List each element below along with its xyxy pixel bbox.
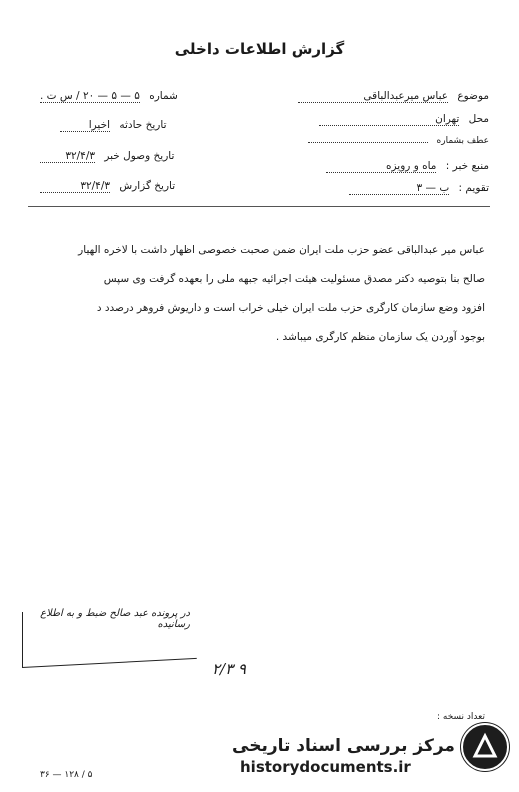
bracket-line-horizontal <box>22 658 197 668</box>
source-label: منبع خبر : <box>445 160 489 172</box>
subject-label: موضوع <box>457 90 489 102</box>
rating-field <box>349 182 489 195</box>
header-divider <box>28 206 490 207</box>
watermark-url: historydocuments.ir <box>240 758 411 776</box>
received-date-label: تاریخ وصول خبر <box>104 150 175 162</box>
source-field <box>326 160 489 173</box>
reference-label: عطف بشماره <box>436 136 489 146</box>
subject-value: عباس میرعبدالباقی <box>298 90 448 103</box>
handwritten-mark: ۲/۳ ۹ <box>212 660 246 678</box>
source-value: ماه و رویزه <box>326 160 436 173</box>
report-title: گزارش اطلاعات داخلی <box>174 40 345 58</box>
reference-value <box>308 142 428 143</box>
report-date-label: تاریخ گزارش <box>119 180 176 192</box>
report-date-value: ۳۲/۴/۳ <box>40 180 110 193</box>
watermark-org: مرکز بررسی اسناد تاریخی <box>232 736 455 756</box>
body-line: صالح بنا بتوصیه دکتر مصدق مسئولیت هیئت اجرائیه جبهه ملی را بعهده گرفت وی سپس <box>103 273 485 285</box>
reference-field <box>308 136 489 146</box>
subject-field <box>298 90 489 103</box>
report-date-field <box>40 180 175 193</box>
bracket-line-vertical <box>22 612 23 667</box>
body-line: بوجود آوردن یک سازمان منظم کارگری میباشد . <box>275 331 485 343</box>
received-date-value: ۳۲/۴/۳ <box>40 150 95 163</box>
copies-label: تعداد نسخه : <box>436 712 485 722</box>
body-line: عباس میر عبدالباقی عضو حزب ملت ایران ضمن صحبت خصوصی اظهار داشت با لاخره الهیار <box>78 244 485 256</box>
place-value: تهران <box>319 113 459 126</box>
body-line: افزود وضع سازمان کارگری حزب ملت ایران خیلی خراب است و داریوش فروهر درصدد د <box>96 302 485 314</box>
received-date-field <box>40 150 174 163</box>
document-code: ۳۶ — ۱۲۸ / ۵ <box>40 770 93 780</box>
event-date-field <box>60 119 167 132</box>
number-field <box>40 90 178 103</box>
event-date-value: اخیرا <box>60 119 110 132</box>
report-body <box>45 236 485 352</box>
place-field <box>319 113 489 126</box>
copies-field <box>437 712 485 722</box>
rating-value: ب — ۳ <box>349 182 449 195</box>
place-label: محل <box>468 113 489 125</box>
event-date-label: تاریخ حادثه <box>119 119 167 131</box>
number-value: ۵ — ۵ — ۲۰ / س ت . <box>40 90 140 102</box>
archive-logo-icon <box>460 722 510 772</box>
rating-label: تقویم : <box>458 182 489 194</box>
handwritten-note: در پرونده عبد صالح ضبط و به اطلاع رسانیده <box>40 608 190 630</box>
number-label: شماره <box>149 90 178 102</box>
